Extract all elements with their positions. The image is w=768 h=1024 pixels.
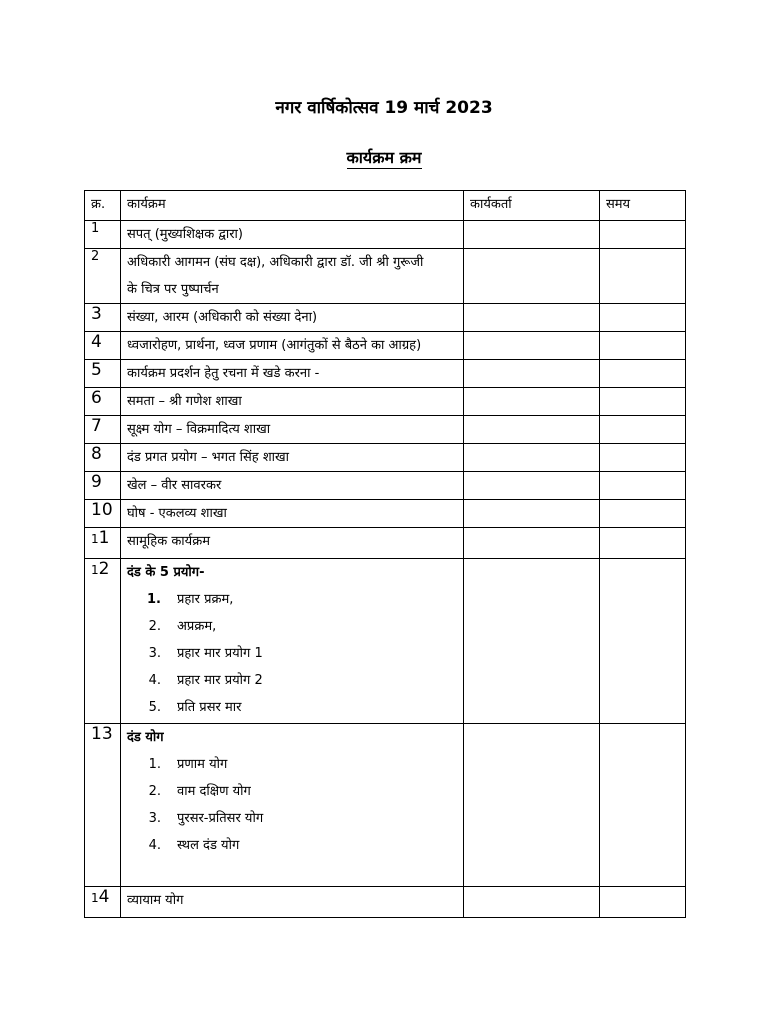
row-worker-cell — [464, 221, 600, 249]
row-number: 9 — [85, 472, 121, 500]
row-worker-cell — [464, 559, 600, 724]
list-item-text: प्रहार प्रक्रम, — [177, 592, 234, 607]
program-table — [84, 190, 686, 918]
row-program: घोष - एकलव्य शाखा — [121, 500, 464, 528]
row-worker-cell — [464, 444, 600, 472]
list-item — [147, 751, 457, 778]
table-row — [85, 887, 686, 918]
list-item-number: 3. — [148, 646, 161, 661]
row-number-part: 1 — [98, 528, 110, 548]
table-row — [85, 249, 686, 304]
list-item-number: 1. — [148, 757, 161, 772]
row-worker-cell — [464, 416, 600, 444]
row-worker-cell — [464, 388, 600, 416]
table-row — [85, 221, 686, 249]
list-item — [147, 694, 457, 721]
row-number: 8 — [85, 444, 121, 472]
table-row — [85, 388, 686, 416]
row-number: 6 — [85, 388, 121, 416]
row-time-cell — [600, 332, 686, 360]
row-number-part: 2 — [98, 559, 110, 579]
table-row — [85, 559, 686, 724]
row-number: 13 — [85, 724, 121, 887]
table-row — [85, 416, 686, 444]
row-number-part: 1 — [91, 532, 99, 546]
table-row — [85, 332, 686, 360]
table-row — [85, 444, 686, 472]
sub-list — [127, 586, 457, 721]
row-time-cell — [600, 472, 686, 500]
row-number: 5 — [85, 360, 121, 388]
table-row — [85, 472, 686, 500]
row-program: सामूहिक कार्यक्रम — [121, 528, 464, 559]
row-number: 3 — [85, 304, 121, 332]
list-item-text: अप्रक्रम, — [177, 619, 217, 634]
list-item-number: 2. — [148, 619, 161, 634]
list-item-number: 1. — [147, 592, 161, 607]
list-item-text: पुरसर-प्रतिसर योग — [177, 811, 264, 826]
row-worker-cell — [464, 360, 600, 388]
row-program: ध्वजारोहण, प्रार्थना, ध्वज प्रणाम (आगंतुकों से बैठने का आग्रह) — [121, 332, 464, 360]
row-number: 10 — [85, 500, 121, 528]
header-worker: कार्यकर्ता — [464, 191, 600, 221]
table-row — [85, 304, 686, 332]
row-worker-cell — [464, 528, 600, 559]
list-item — [147, 613, 457, 640]
row-number: 2 — [85, 249, 121, 304]
row-number — [85, 528, 121, 559]
table-row — [85, 724, 686, 887]
subtitle-text: कार्यक्रम क्रम — [346, 148, 422, 167]
row-number-part: 4 — [98, 887, 110, 907]
list-item — [147, 640, 457, 667]
row-time-cell — [600, 416, 686, 444]
row-number: 1 — [85, 221, 121, 249]
row-time-cell — [600, 500, 686, 528]
list-item-number: 2. — [148, 784, 161, 799]
row-program-line: के चित्र पर पुष्पार्चन — [127, 282, 219, 297]
row-worker-cell — [464, 887, 600, 918]
list-item — [147, 667, 457, 694]
list-item-number: 4. — [148, 838, 161, 853]
row-time-cell — [600, 360, 686, 388]
row-program-heading: दंड योग — [127, 730, 164, 745]
row-program: सूक्ष्म योग – विक्रमादित्य शाखा — [121, 416, 464, 444]
row-number: 7 — [85, 416, 121, 444]
list-item-text: प्रहार मार प्रयोग 2 — [177, 673, 263, 688]
list-item — [147, 778, 457, 805]
table-row — [85, 360, 686, 388]
list-item — [147, 805, 457, 832]
header-time: समय — [600, 191, 686, 221]
row-time-cell — [600, 221, 686, 249]
list-item-number: 4. — [148, 673, 161, 688]
list-item-number: 5. — [148, 700, 161, 715]
document-title: नगर वार्षिकोत्सव 19 मार्च 2023 — [275, 98, 493, 118]
row-worker-cell — [464, 472, 600, 500]
row-program — [121, 249, 464, 304]
table-row — [85, 528, 686, 559]
table-row — [85, 500, 686, 528]
row-worker-cell — [464, 724, 600, 887]
row-program: समता – श्री गणेश शाखा — [121, 388, 464, 416]
row-number: 4 — [85, 332, 121, 360]
row-time-cell — [600, 444, 686, 472]
row-worker-cell — [464, 332, 600, 360]
row-program-heading: दंड के 5 प्रयोग- — [127, 565, 205, 580]
list-item — [147, 832, 457, 859]
row-program: सपत् (मुख्यशिक्षक द्वारा) — [121, 221, 464, 249]
row-worker-cell — [464, 304, 600, 332]
row-time-cell — [600, 528, 686, 559]
row-time-cell — [600, 887, 686, 918]
list-item-text: प्रति प्रसर मार — [177, 700, 242, 715]
row-program — [121, 559, 464, 724]
row-time-cell — [600, 304, 686, 332]
row-time-cell — [600, 249, 686, 304]
list-item — [147, 586, 457, 613]
row-number — [85, 887, 121, 918]
row-worker-cell — [464, 249, 600, 304]
row-program-line: अधिकारी आगमन (संघ दक्ष), अधिकारी द्वारा डॉ. जी श्री गुरूजी — [127, 255, 424, 270]
row-time-cell — [600, 724, 686, 887]
row-worker-cell — [464, 500, 600, 528]
list-item-text: स्थल दंड योग — [177, 838, 240, 853]
list-item-number: 3. — [148, 811, 161, 826]
table-header-row — [85, 191, 686, 221]
row-program: व्यायाम योग — [121, 887, 464, 918]
sub-list — [127, 751, 457, 859]
list-item-text: वाम दक्षिण योग — [177, 784, 251, 799]
row-number-part: 1 — [91, 891, 99, 905]
header-serial: क्र. — [85, 191, 121, 221]
row-program: संख्या, आरम (अधिकारी को संख्या देना) — [121, 304, 464, 332]
row-time-cell — [600, 388, 686, 416]
row-number — [85, 559, 121, 724]
row-program: दंड प्रगत प्रयोग – भगत सिंह शाखा — [121, 444, 464, 472]
document-subtitle — [0, 146, 768, 168]
row-program: कार्यक्रम प्रदर्शन हेतु रचना में खडे करना - — [121, 360, 464, 388]
row-number-part: 1 — [91, 563, 99, 577]
row-time-cell — [600, 559, 686, 724]
row-program — [121, 724, 464, 887]
list-item-text: प्रणाम योग — [177, 757, 228, 772]
list-item-text: प्रहार मार प्रयोग 1 — [177, 646, 263, 661]
header-program: कार्यक्रम — [121, 191, 464, 221]
row-program: खेल – वीर सावरकर — [121, 472, 464, 500]
